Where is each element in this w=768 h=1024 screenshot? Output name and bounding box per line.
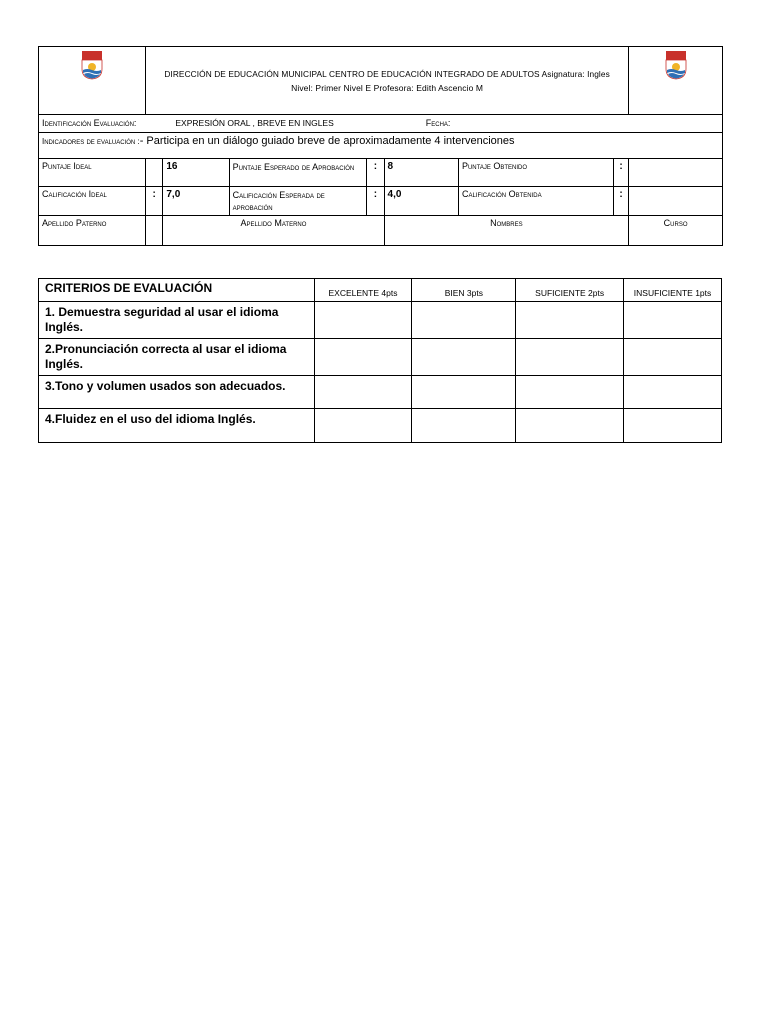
header-table xyxy=(38,46,723,246)
puntaje-obtenido-colon: : xyxy=(613,159,628,187)
header-text-cell xyxy=(146,47,629,115)
identificacion-value: EXPRESIÓN ORAL , BREVE EN INGLES xyxy=(175,118,334,128)
criterio-3-insuficiente[interactable] xyxy=(624,376,722,409)
puntaje-ideal-value: 16 xyxy=(163,159,229,187)
criterio-2: 2.Pronunciación correcta al usar el idioma Inglés. xyxy=(39,339,315,376)
calificacion-obtenida-colon: : xyxy=(613,187,628,216)
col-suficiente: SUFICIENTE 2pts xyxy=(516,279,624,302)
nombres-label: Nombres xyxy=(384,216,629,246)
puntaje-obtenido-value[interactable] xyxy=(629,159,723,187)
apellido-paterno-label: Apellido Paterno xyxy=(39,216,146,246)
municipal-logo-left xyxy=(81,50,103,80)
criterio-1-bien[interactable] xyxy=(412,302,516,339)
identificacion-row xyxy=(39,115,723,133)
apellido-materno-label: Apellido Materno xyxy=(163,216,384,246)
criterio-1-suficiente[interactable] xyxy=(516,302,624,339)
logo-right-cell xyxy=(629,47,723,115)
criterio-4-insuficiente[interactable] xyxy=(624,409,722,443)
criterio-2-suficiente[interactable] xyxy=(516,339,624,376)
puntaje-esperado-colon: : xyxy=(367,159,384,187)
criterio-2-excelente[interactable] xyxy=(314,339,412,376)
criterio-3-bien[interactable] xyxy=(412,376,516,409)
col-bien: BIEN 3pts xyxy=(412,279,516,302)
identificacion-label: Identificación Evaluación: xyxy=(42,118,137,128)
criterio-3-suficiente[interactable] xyxy=(516,376,624,409)
calificacion-ideal-value: 7,0 xyxy=(163,187,229,216)
puntaje-ideal-colon xyxy=(146,159,163,187)
criterio-4: 4.Fluidez en el uso del idioma Inglés. xyxy=(39,409,315,443)
criterios-title: CRITERIOS DE EVALUACIÓN xyxy=(39,279,315,302)
calificacion-esperada-value: 4,0 xyxy=(384,187,458,216)
fecha-label: Fecha: xyxy=(425,118,451,128)
calificacion-ideal-colon: : xyxy=(146,187,163,216)
header-line-2: Nivel: Primer Nivel E Profesora: Edith Ascencio M xyxy=(291,82,484,93)
criterio-4-bien[interactable] xyxy=(412,409,516,443)
criterio-3: 3.Tono y volumen usados son adecuados. xyxy=(39,376,315,409)
calificacion-ideal-label: Calificación Ideal xyxy=(39,187,146,216)
col-insuficiente: INSUFICIENTE 1pts xyxy=(624,279,722,302)
calificacion-obtenida-value[interactable] xyxy=(629,187,723,216)
municipal-logo-right xyxy=(665,50,687,80)
criterios-table xyxy=(38,278,722,443)
criterio-4-excelente[interactable] xyxy=(314,409,412,443)
indicadores-label: Indicadores de evaluación : xyxy=(42,137,140,146)
criterio-3-excelente[interactable] xyxy=(314,376,412,409)
criterio-1: 1. Demuestra seguridad al usar el idioma Inglés. xyxy=(39,302,315,339)
indicadores-value: - Participa en un diálogo guiado breve de aproximadamente 4 intervenciones xyxy=(139,135,515,147)
calificacion-esperada-label: Calificación Esperada de aprobación xyxy=(229,187,367,216)
col-excelente: EXCELENTE 4pts xyxy=(314,279,412,302)
calificacion-obtenida-label: Calificación Obtenida xyxy=(458,187,613,216)
calificacion-esperada-colon: : xyxy=(367,187,384,216)
curso-label: Curso xyxy=(629,216,723,246)
criterio-1-insuficiente[interactable] xyxy=(624,302,722,339)
header-line-1: DIRECCIÓN DE EDUCACIÓN MUNICIPAL CENTRO DE EDUCACIÓN INTEGRADO DE ADULTOS Asignatura: Ingles xyxy=(164,68,610,79)
indicadores-row xyxy=(39,133,723,159)
puntaje-obtenido-label: Puntaje Obtenido xyxy=(458,159,613,187)
puntaje-esperado-value: 8 xyxy=(384,159,458,187)
logo-left-cell xyxy=(39,47,146,115)
criterio-4-suficiente[interactable] xyxy=(516,409,624,443)
puntaje-esperado-label: Puntaje Esperado de Aprobación xyxy=(229,159,367,187)
criterio-1-excelente[interactable] xyxy=(314,302,412,339)
criterio-2-bien[interactable] xyxy=(412,339,516,376)
criterio-2-insuficiente[interactable] xyxy=(624,339,722,376)
apellido-paterno-value[interactable] xyxy=(146,216,163,246)
puntaje-ideal-label: Puntaje Ideal xyxy=(39,159,146,187)
